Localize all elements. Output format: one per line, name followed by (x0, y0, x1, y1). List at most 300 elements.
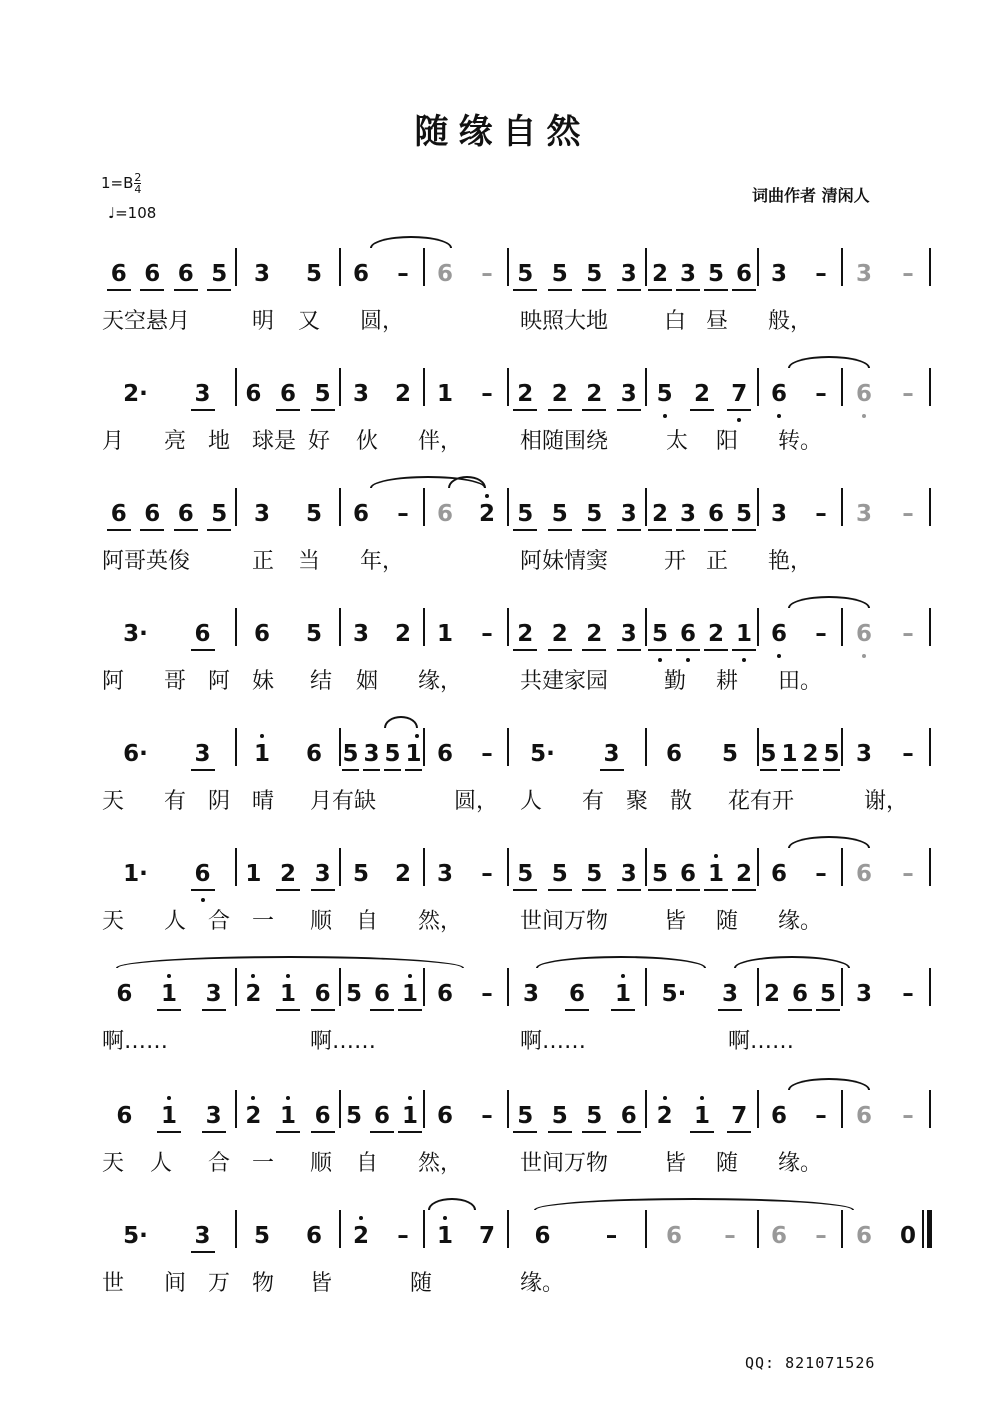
note: – (397, 501, 409, 527)
note: – (902, 621, 914, 647)
note: 1 (274, 1082, 302, 1128)
lyric-word: 结 (310, 669, 333, 694)
lyric-word: 年， (360, 549, 405, 574)
lyric-word: 合 (208, 1151, 231, 1176)
bar-line (929, 488, 931, 526)
lyric-word: 圆， (454, 789, 499, 814)
note: – (397, 1223, 409, 1249)
bar-line (929, 248, 931, 286)
note: 5 (758, 720, 779, 766)
note: 3 (352, 621, 369, 647)
note: 1 (245, 861, 262, 887)
note: 6 (850, 360, 878, 406)
note: 6 (534, 1223, 551, 1249)
note: 6 (855, 1223, 872, 1249)
note: 5· (661, 981, 687, 1007)
lyric-word: 皆 (664, 1151, 687, 1176)
note: – (815, 861, 827, 887)
note: 1 (155, 1082, 183, 1128)
note: 3 (674, 480, 702, 526)
note: 2 (546, 360, 574, 406)
lyric-word: 合 (208, 909, 231, 934)
time-sig-num: 2 (134, 171, 142, 184)
note: 2 (239, 960, 267, 1006)
lyric-word: 天 (102, 909, 125, 934)
final-bar-thick (927, 1210, 932, 1248)
lyric-word: 缘， (418, 669, 463, 694)
note: – (902, 381, 914, 407)
lyrics-line (102, 1146, 962, 1176)
note: 1 (688, 1082, 716, 1128)
note: 5 (646, 840, 674, 886)
time-sig-den: 4 (134, 183, 142, 196)
note: 5 (305, 621, 322, 647)
note: 3 (189, 720, 217, 766)
lyric-word: 皆 (664, 909, 687, 934)
lyric-word: 月有缺 (310, 789, 377, 814)
lyric-word: 世 (102, 1271, 125, 1296)
slur-arc (734, 956, 850, 968)
lyrics-line (102, 424, 962, 454)
lyric-word: 物 (252, 1271, 275, 1296)
bar-line (929, 968, 931, 1006)
note: 2 (651, 1082, 679, 1128)
note: 2 (274, 840, 302, 886)
bar-line (929, 728, 931, 766)
note: 3 (615, 840, 643, 886)
note: 6 (274, 360, 302, 406)
bar-line (929, 368, 931, 406)
lyric-word: 姻 (356, 669, 379, 694)
note: 2 (473, 480, 501, 526)
lyric-word: 然， (418, 909, 463, 934)
note: 6 (309, 960, 337, 1006)
note: 1 (248, 720, 276, 766)
lyric-word: 谢， (864, 789, 909, 814)
bar-line (929, 1090, 931, 1128)
note: 6 (855, 1103, 872, 1129)
lyric-word: 一 (252, 1151, 275, 1176)
bar-line (929, 608, 931, 646)
note: 3 (436, 861, 453, 887)
lyric-word: 有 (582, 789, 605, 814)
note: 1 (779, 720, 800, 766)
note: – (815, 501, 827, 527)
note: 5 (580, 240, 608, 286)
lyric-word: 映照大地 (520, 309, 609, 334)
note: – (481, 261, 493, 287)
note: 5 (580, 480, 608, 526)
note: 5 (580, 1082, 608, 1128)
note: 5 (546, 480, 574, 526)
note: 2 (511, 600, 539, 646)
note: – (481, 621, 493, 647)
lyrics-line (102, 784, 962, 814)
note: 6 (305, 1223, 322, 1249)
note: – (815, 1103, 827, 1129)
note: 1 (609, 960, 637, 1006)
song-title: 随缘自然 (414, 112, 591, 152)
note: 5 (702, 240, 730, 286)
note: 2 (511, 360, 539, 406)
author-credit: 词曲作者 清闲人 (752, 186, 870, 205)
note: 1 (403, 720, 424, 766)
note: 2 (763, 981, 780, 1007)
lyric-word: 阿 (102, 669, 125, 694)
note: 3 (615, 480, 643, 526)
note: 2 (800, 720, 821, 766)
lyric-word: 当 (298, 549, 321, 574)
note: 6 (665, 741, 682, 767)
note: 3 (189, 1202, 217, 1248)
lyric-word: 阿妹情窦 (520, 549, 609, 574)
lyric-word: 散 (670, 789, 693, 814)
note: 6 (674, 840, 702, 886)
lyric-word: 阿 (208, 669, 231, 694)
note: 1 (396, 1082, 424, 1128)
lyric-word: 啊…… (102, 1029, 169, 1054)
lyrics-line (102, 304, 962, 334)
note: 5 (646, 600, 674, 646)
note: 6 (116, 1103, 133, 1129)
note: 1 (396, 960, 424, 1006)
lyric-word: 共建家园 (520, 669, 609, 694)
note: 6 (765, 360, 793, 406)
note: 3· (123, 621, 148, 647)
note: – (481, 1103, 493, 1129)
lyric-word: 昼 (706, 309, 729, 334)
note: 6 (436, 1103, 453, 1129)
note: 3 (855, 741, 872, 767)
lyric-word: 田。 (778, 669, 823, 694)
note: 5 (580, 840, 608, 886)
lyric-word: 正 (706, 549, 729, 574)
lyric-word: 转。 (778, 429, 823, 454)
note: 3 (361, 720, 382, 766)
lyric-word: 自 (356, 909, 379, 934)
note: 6 (615, 1082, 643, 1128)
note: 6 (436, 981, 453, 1007)
note: 6 (138, 480, 166, 526)
note: – (815, 1223, 827, 1249)
lyric-word: 勤 (664, 669, 687, 694)
note: – (902, 861, 914, 887)
note: 6 (770, 861, 787, 887)
lyrics-line (102, 904, 962, 934)
key-label: 1=B (101, 174, 134, 192)
note: 5 (382, 720, 403, 766)
note: 6· (123, 741, 148, 767)
note: – (902, 1103, 914, 1129)
note: 5 (546, 1082, 574, 1128)
lyric-word: 阴 (208, 789, 231, 814)
note: – (724, 1223, 736, 1249)
note: 5 (821, 720, 842, 766)
note: 5 (352, 861, 369, 887)
lyrics-line (102, 1266, 962, 1296)
lyric-word: 顺 (310, 1151, 333, 1176)
note: 3 (770, 261, 787, 287)
note: 2 (702, 600, 730, 646)
lyric-word: 天 (102, 789, 125, 814)
note: 6 (563, 960, 591, 1006)
note: 6 (436, 741, 453, 767)
slur-arc (116, 956, 464, 968)
note: 6 (352, 501, 369, 527)
note: 2 (646, 240, 674, 286)
lyric-word: 哥 (164, 669, 187, 694)
lyric-word: 阿哥英俊 (102, 549, 191, 574)
note: – (815, 261, 827, 287)
note: 2 (730, 840, 758, 886)
note: 5 (511, 840, 539, 886)
quarter-note-icon: ♩ (108, 204, 116, 222)
note: 6 (189, 840, 217, 886)
note: 2 (394, 621, 411, 647)
note: 6 (253, 621, 270, 647)
note: – (397, 261, 409, 287)
lyric-word: 太 (666, 429, 689, 454)
note: 1· (123, 861, 148, 887)
note: 3 (200, 1082, 228, 1128)
lyric-word: 随 (716, 1151, 739, 1176)
note: 5 (546, 840, 574, 886)
lyric-word: 随 (716, 909, 739, 934)
note: 5· (123, 1223, 148, 1249)
slur-arc (534, 1198, 854, 1210)
note: 3 (615, 360, 643, 406)
lyric-word: 一 (252, 909, 275, 934)
lyric-word: 缘。 (520, 1271, 565, 1296)
lyric-word: 艳， (768, 549, 813, 574)
lyric-word: 般， (768, 309, 813, 334)
lyric-word: 正 (252, 549, 275, 574)
lyric-word: 缘。 (778, 1151, 823, 1176)
lyric-word: 聚 (626, 789, 649, 814)
lyric-word: 圆， (360, 309, 405, 334)
note: 2 (394, 381, 411, 407)
note: 6 (138, 240, 166, 286)
note: 1 (730, 600, 758, 646)
lyric-word: 又 (298, 309, 321, 334)
note: – (481, 741, 493, 767)
note: – (815, 621, 827, 647)
lyric-word: 球是 (252, 429, 297, 454)
lyric-word: 自 (356, 1151, 379, 1176)
lyric-word: 啊…… (728, 1029, 795, 1054)
note: 6 (368, 960, 396, 1006)
note: 5 (814, 960, 842, 1006)
qq-contact: QQ: 821071526 (745, 1354, 876, 1372)
note: 3 (855, 501, 872, 527)
lyric-word: 人 (150, 1151, 173, 1176)
note: 6 (436, 501, 453, 527)
note: 6 (770, 1103, 787, 1129)
note: – (481, 381, 493, 407)
lyric-word: 啊…… (310, 1029, 377, 1054)
note: 6 (368, 1082, 396, 1128)
note: 6 (765, 600, 793, 646)
note: 6 (309, 1082, 337, 1128)
note: 5 (511, 480, 539, 526)
lyric-word: 明 (252, 309, 275, 334)
note: 6 (855, 861, 872, 887)
slur-arc (370, 236, 452, 248)
note: – (902, 501, 914, 527)
slur-arc (384, 716, 418, 728)
key-signature (101, 172, 141, 195)
note: 1 (155, 960, 183, 1006)
slur-arc (788, 836, 870, 848)
note: 7 (725, 1082, 753, 1128)
note: 6 (436, 261, 453, 287)
tempo-mark (108, 204, 156, 222)
note: 6 (770, 1223, 787, 1249)
lyric-word: 缘。 (778, 909, 823, 934)
note: 2 (347, 1202, 375, 1248)
note: – (902, 981, 914, 1007)
lyric-word: 亮 (164, 429, 187, 454)
lyric-word: 好 (308, 429, 331, 454)
lyric-word: 耕 (716, 669, 739, 694)
note: 6 (730, 240, 758, 286)
note: 3 (309, 840, 337, 886)
note: 3 (855, 261, 872, 287)
lyric-word: 间 (164, 1271, 187, 1296)
note: 1 (431, 1202, 459, 1248)
note: – (815, 381, 827, 407)
note: 5· (530, 741, 555, 767)
note: 3 (253, 261, 270, 287)
note: 5 (205, 480, 233, 526)
note: 3 (522, 981, 539, 1007)
note: 3 (674, 240, 702, 286)
time-signature (134, 172, 141, 195)
note: 2 (546, 600, 574, 646)
note: 7 (725, 360, 753, 406)
lyric-word: 然， (418, 1151, 463, 1176)
lyric-word: 晴 (252, 789, 275, 814)
note: 3 (855, 981, 872, 1007)
lyric-word: 伴， (418, 429, 463, 454)
note: 5 (546, 240, 574, 286)
note: 5 (305, 261, 322, 287)
lyric-word: 天空悬月 (102, 309, 191, 334)
note: 6 (105, 240, 133, 286)
note: 5 (345, 981, 362, 1007)
lyric-word: 有 (164, 789, 187, 814)
note: 7 (478, 1223, 495, 1249)
bar-line (929, 848, 931, 886)
note: 2 (394, 861, 411, 887)
lyric-word: 人 (164, 909, 187, 934)
lyric-word: 万 (208, 1271, 231, 1296)
note: 1 (274, 960, 302, 1006)
note: 5 (253, 1223, 270, 1249)
note: 2 (580, 360, 608, 406)
note: 6 (172, 480, 200, 526)
note: 2 (646, 480, 674, 526)
note: 5 (309, 360, 337, 406)
note: 6 (786, 960, 814, 1006)
note: 5 (305, 501, 322, 527)
note: 1 (702, 840, 730, 886)
note: 3 (716, 960, 744, 1006)
lyric-word: 顺 (310, 909, 333, 934)
note: 5 (651, 360, 679, 406)
note: – (481, 981, 493, 1007)
final-bar-thin (922, 1210, 924, 1248)
lyric-word: 阳 (716, 429, 739, 454)
note: 6 (172, 240, 200, 286)
slur-arc (788, 596, 870, 608)
note: 5 (511, 240, 539, 286)
lyric-word: 皆 (310, 1271, 333, 1296)
note: – (902, 261, 914, 287)
note: 6 (674, 600, 702, 646)
note: 3 (200, 960, 228, 1006)
lyric-word: 伙 (356, 429, 379, 454)
lyric-word: 随 (410, 1271, 433, 1296)
note: 5 (340, 720, 361, 766)
lyric-word: 花有开 (728, 789, 795, 814)
lyric-word: 月 (102, 429, 125, 454)
lyric-word: 天 (102, 1151, 125, 1176)
note: 6 (850, 600, 878, 646)
note: 0 (899, 1223, 916, 1249)
note: 6 (665, 1223, 682, 1249)
note: 6 (352, 261, 369, 287)
note: 5 (721, 741, 738, 767)
note: 6 (189, 600, 217, 646)
note: 3 (598, 720, 626, 766)
note: 5 (511, 1082, 539, 1128)
note: 1 (436, 381, 453, 407)
note: 6 (245, 381, 262, 407)
lyric-word: 妹 (252, 669, 275, 694)
note: – (481, 861, 493, 887)
note: 2 (580, 600, 608, 646)
note: 6 (305, 741, 322, 767)
note: 3 (189, 360, 217, 406)
tempo-value: =108 (115, 204, 157, 222)
lyric-word: 啊…… (520, 1029, 587, 1054)
note: 3 (352, 381, 369, 407)
slur-arc (788, 1078, 870, 1090)
note: 2 (239, 1082, 267, 1128)
lyric-word: 开 (664, 549, 687, 574)
note: 3 (615, 600, 643, 646)
note: 5 (205, 240, 233, 286)
lyric-word: 相随围绕 (520, 429, 609, 454)
note: – (605, 1223, 618, 1249)
lyric-word: 地 (208, 429, 231, 454)
note: 6 (116, 981, 133, 1007)
note: 6 (702, 480, 730, 526)
note: – (902, 741, 914, 767)
lyric-word: 世间万物 (520, 1151, 609, 1176)
note: 5 (345, 1103, 362, 1129)
lyrics-line (102, 664, 962, 694)
note: 5 (730, 480, 758, 526)
note: 2 (688, 360, 716, 406)
lyric-word: 人 (520, 789, 543, 814)
lyric-word: 世间万物 (520, 909, 609, 934)
lyric-word: 白 (664, 309, 687, 334)
slur-arc (536, 956, 706, 968)
note: 1 (436, 621, 453, 647)
note: 3 (253, 501, 270, 527)
